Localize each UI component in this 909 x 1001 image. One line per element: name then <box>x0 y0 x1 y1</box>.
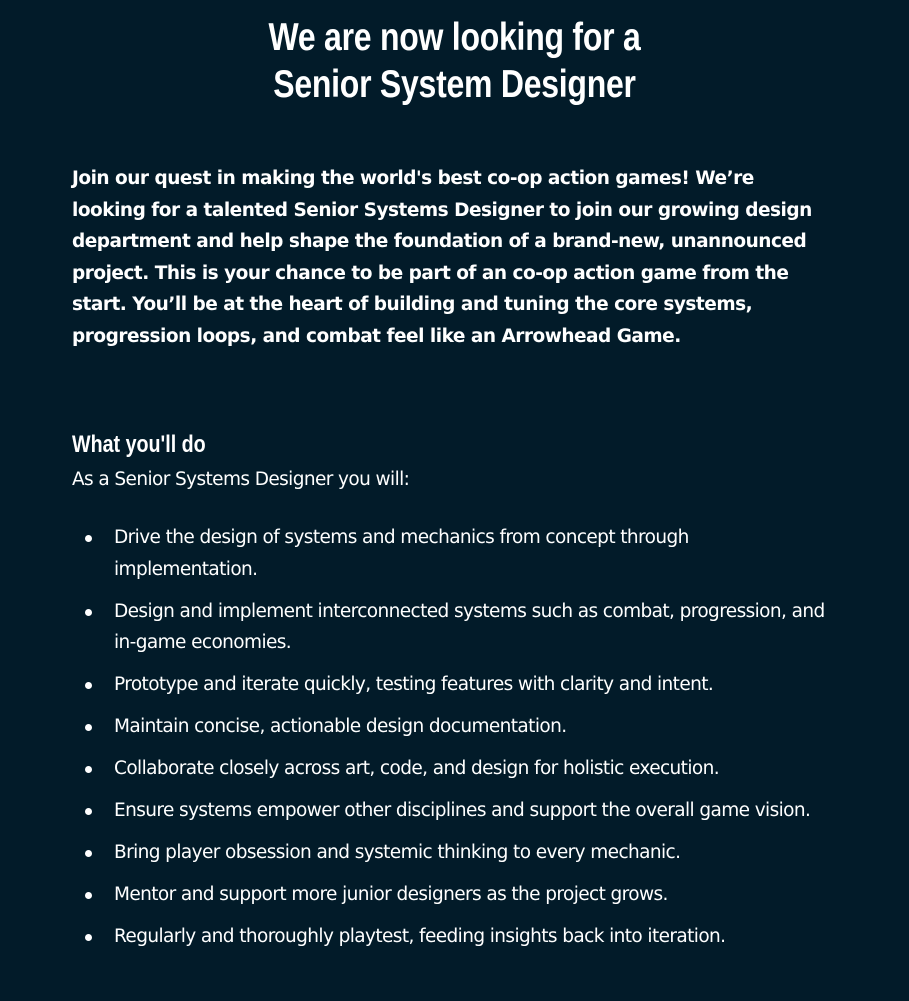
bullet-icon <box>85 609 92 616</box>
list-item <box>72 795 832 827</box>
section-subheading: As a Senior Systems Designer you will: <box>72 469 410 490</box>
list-item <box>72 522 832 585</box>
section-heading: What you'll do <box>72 431 206 458</box>
title-line-1: We are now looking for a <box>268 16 641 59</box>
list-item-text: Ensure systems empower other disciplines and support the overall game vision. <box>114 800 811 821</box>
bullet-icon <box>85 892 92 899</box>
list-item-text: Design and implement interconnected systems such as combat, progression, and in-game economies. <box>114 600 825 653</box>
list-item-text: Regularly and thoroughly playtest, feeding insights back into iteration. <box>114 926 726 947</box>
list-item <box>72 596 832 659</box>
list-item <box>72 921 832 953</box>
list-item <box>72 669 832 701</box>
page-title <box>82 14 827 108</box>
list-item-text: Bring player obsession and systemic thinking to every mechanic. <box>114 842 681 863</box>
list-item <box>72 837 832 869</box>
responsibilities-list <box>72 522 832 963</box>
list-item <box>72 879 832 911</box>
list-item-text: Mentor and support more junior designers as the project grows. <box>114 884 668 905</box>
title-line-2: Senior System Designer <box>273 63 636 106</box>
list-item-text: Drive the design of systems and mechanics from concept through implementation. <box>114 527 689 580</box>
intro-paragraph: Join our quest in making the world's best co-op action games! We’re looking for a talented Senior Systems Designer to join our growing design department and help shape the foundation of a brand-new, unannounced project. This is your chance to be part of an co-op action game from the start. You’ll be at the heart of building and tuning the core systems, progression loops, and combat feel like an Arrowhead Game. <box>72 168 812 347</box>
list-item-text: Maintain concise, actionable design documentation. <box>114 716 567 737</box>
list-item-text: Prototype and iterate quickly, testing features with clarity and intent. <box>114 674 714 695</box>
bullet-icon <box>85 934 92 941</box>
bullet-icon <box>85 766 92 773</box>
bullet-icon <box>85 724 92 731</box>
bullet-icon <box>85 850 92 857</box>
list-item-text: Collaborate closely across art, code, and design for holistic execution. <box>114 758 720 779</box>
bullet-icon <box>85 682 92 689</box>
bullet-icon <box>85 808 92 815</box>
list-item <box>72 753 832 785</box>
bullet-icon <box>85 535 92 542</box>
list-item <box>72 711 832 743</box>
